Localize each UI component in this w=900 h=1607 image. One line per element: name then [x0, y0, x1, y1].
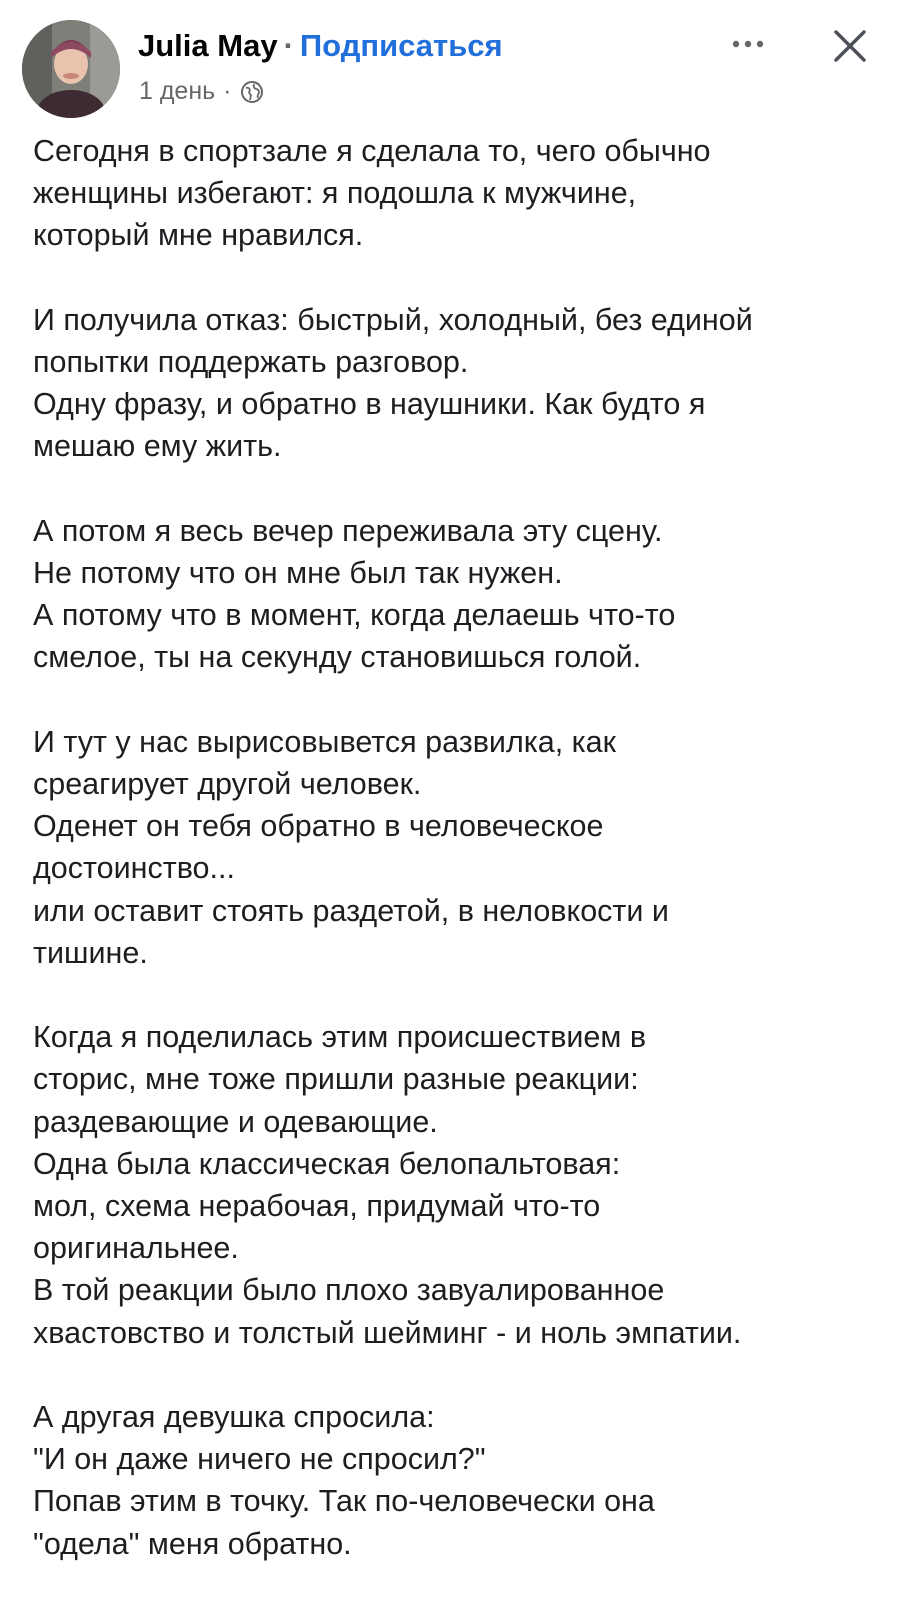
text-line: Попав этим в точку. Так по-человечески она — [33, 1484, 655, 1519]
text-line: И получила отказ: быстрый, холодный, без единой — [33, 302, 753, 337]
text-line: попытки поддержать разговор. — [33, 345, 469, 379]
text-line: Оденет он тебя обратно в человеческое — [33, 809, 604, 844]
paragraph-5 — [33, 1016, 883, 1354]
text-line: оригинальнее. — [33, 1231, 239, 1266]
text-line: Когда я поделилась этим происшествием в — [33, 1020, 647, 1055]
close-button[interactable] — [824, 20, 876, 72]
text-line: сторис, мне тоже пришли разные реакции: — [33, 1062, 639, 1097]
post-header — [0, 0, 900, 120]
avatar-photo — [22, 20, 120, 118]
name-separator: · — [283, 28, 294, 63]
paragraph-6 — [33, 1396, 883, 1565]
text-line: мешаю ему жить. — [33, 429, 282, 464]
post-time[interactable]: 1 день — [139, 77, 216, 105]
text-line: смелое, ты на секунду становишься голой. — [33, 640, 642, 675]
more-options-button[interactable] — [718, 22, 778, 66]
text-line: который мне нравился. — [33, 218, 364, 253]
avatar[interactable] — [22, 20, 120, 118]
author-line — [138, 26, 503, 66]
post-text — [33, 130, 883, 1607]
text-line: А потому что в момент, когда делаешь что-то — [33, 598, 676, 633]
text-line: хвастовство и толстый шейминг - и ноль эмпатии. — [33, 1315, 742, 1350]
text-line: А потом я весь вечер переживала эту сцену. — [33, 513, 663, 548]
paragraph-1 — [33, 130, 883, 257]
close-icon — [832, 28, 868, 64]
meta-separator: · — [223, 77, 232, 105]
paragraph-2 — [33, 299, 883, 468]
more-dots-icon — [728, 39, 768, 49]
paragraph-3 — [33, 510, 883, 679]
text-line: А другая девушка спросила: — [33, 1400, 435, 1435]
text-line: раздевающие и одевающие. — [33, 1104, 438, 1139]
text-line: среагирует другой человек. — [33, 767, 422, 801]
text-line: Сегодня в спортзале я сделала то, чего обычно — [33, 134, 711, 168]
author-name[interactable]: Julia May — [138, 28, 278, 63]
text-line: или оставит стоять раздетой, в неловкости и — [33, 893, 669, 928]
post-meta — [139, 74, 264, 108]
text-line: Одну фразу, и обратно в наушники. Как будто я — [33, 387, 706, 422]
paragraph-4 — [33, 721, 883, 974]
text-line: "одела" меня обратно. — [33, 1526, 352, 1561]
globe-icon — [240, 79, 264, 103]
text-line: тишине. — [33, 935, 148, 970]
follow-button[interactable]: Подписаться — [299, 28, 503, 63]
text-line: "И он даже ничего не спросил?" — [33, 1442, 486, 1477]
text-line: достоинство... — [33, 851, 235, 886]
text-line: мол, схема нерабочая, придумай что-то — [33, 1189, 601, 1224]
text-line: В той реакции было плохо завуалированное — [33, 1273, 665, 1308]
text-line: женщины избегают: я подошла к мужчине, — [33, 176, 637, 211]
text-line: Не потому что он мне был так нужен. — [33, 556, 563, 590]
text-line: Одна была классическая белопальтовая: — [33, 1146, 621, 1181]
text-line: И тут у нас вырисовывется развилка, как — [33, 724, 616, 759]
